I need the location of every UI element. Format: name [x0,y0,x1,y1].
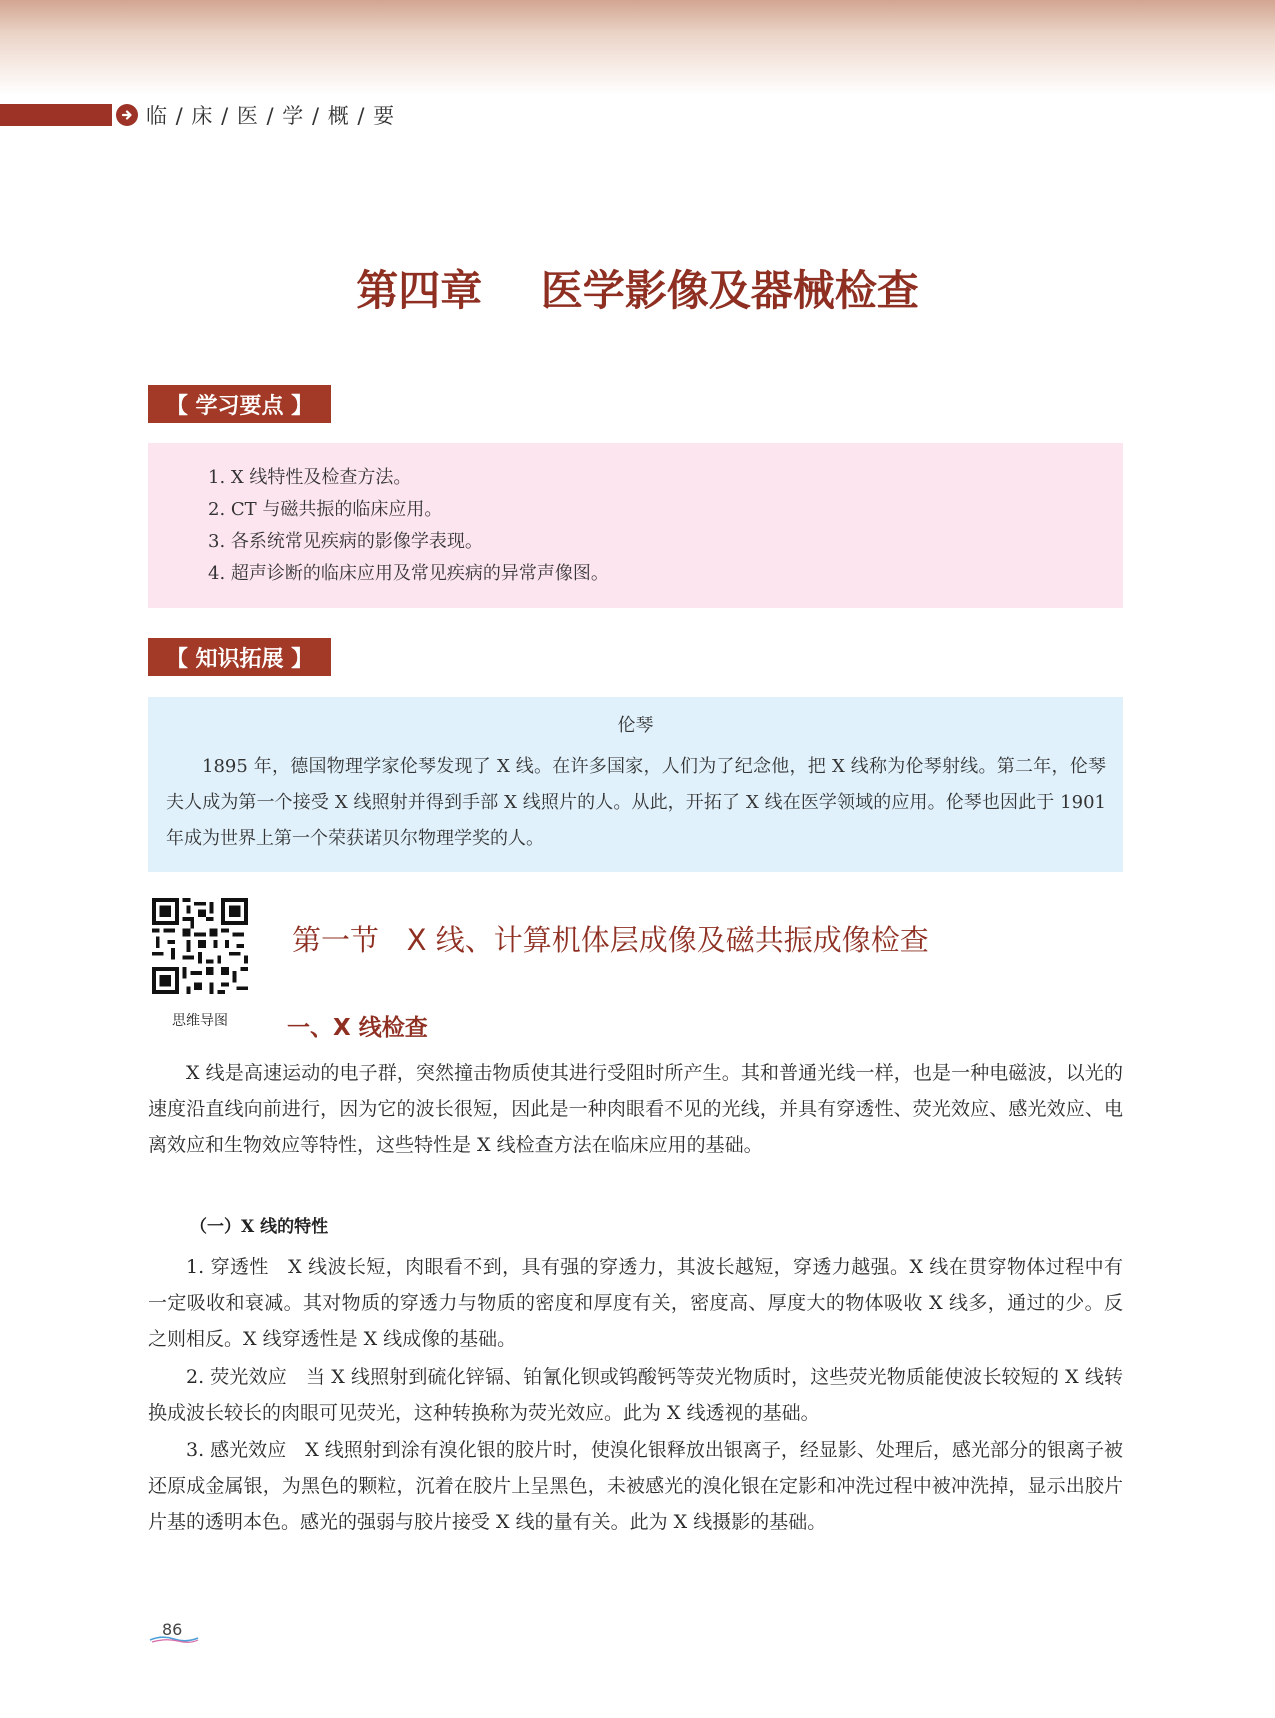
intro-paragraph: X 线是高速运动的电子群，突然撞击物质使其进行受阻时所产生。其和普通光线一样，也是一种电磁波，以光的速度沿直线向前进行，因为它的波长很短，因此是一种肉眼看不见的光线，并具有穿透性、荧光效应、感光效应、电离效应和生物效应等特性，这些特性是 X 线检查方法在临床应用的基础。 [148,1062,1123,1156]
knowledge-extension-box [148,697,1123,872]
section-title: 第一节 X 线、计算机体层成像及磁共振成像检查 [292,923,929,957]
key-points-box [148,443,1123,608]
key-point-item: 1. X 线特性及检查方法。 [208,467,412,488]
top-decorative-band [0,0,1275,95]
header-color-bar [0,104,112,126]
body-paragraph: 1. 穿透性 X 线波长短，肉眼看不到，具有强的穿透力，其波长越短，穿透力越强。X 线在贯穿物体过程中有一定吸收和衰减。其对物质的穿透力与物质的密度和厚度有关，密度高、厚度大的物体吸收 X 线多，通过的少。反之则相反。X 线穿透性是 X 线成像的基础。 [148,1256,1123,1350]
key-point-item: 2. CT 与磁共振的临床应用。 [208,499,443,520]
extension-title: 伦琴 [617,715,654,736]
qr-code-image[interactable] [152,898,248,994]
extension-body: 1895 年，德国物理学家伦琴发现了 X 线。在许多国家，人们为了纪念他，把 X 线称为伦琴射线。第二年，伦琴夫人成为第一个接受 X 线照射并得到手部 X 线照片的人。从此，开拓了 X 线在医学领域的应用。伦琴也因此于 1901 年成为世界上第一个荣获诺贝尔物理学奖的人。 [166,756,1106,849]
page-number-swoosh-icon [148,1634,200,1644]
running-header-book-title: 临 / 床 / 医 / 学 / 概 / 要 [146,104,396,128]
page-number: 86 [162,1620,183,1639]
subsection-title: 一、X 线检查 [287,1015,428,1041]
key-points-label: 【 学习要点 】 [148,385,331,423]
knowledge-extension-label: 【 知识拓展 】 [148,638,331,676]
body-paragraph: 3. 感光效应 X 线照射到涂有溴化银的胶片时，使溴化银释放出银离子，经显影、处理后，感光部分的银离子被还原成金属银，为黑色的颗粒，沉着在胶片上呈黑色，未被感光的溴化银在定影和冲洗过程中被冲洗掉，显示出胶片片基的透明本色。感光的强弱与胶片接受 X 线的量有关。此为 X 线摄影的基础。 [148,1439,1123,1533]
arrow-right-icon [116,104,138,126]
qr-code-label: 思维导图 [172,1013,228,1029]
body-paragraph: 2. 荧光效应 当 X 线照射到硫化锌镉、铂氰化钡或钨酸钙等荧光物质时，这些荧光物质能使波长较短的 X 线转换成波长较长的肉眼可见荧光，这种转换称为荧光效应。此为 X 线透视的基础。 [148,1366,1123,1424]
sub-heading: （一）X 线的特性 [190,1217,329,1237]
key-point-item: 4. 超声诊断的临床应用及常见疾病的异常声像图。 [208,563,609,584]
chapter-title: 第四章 医学影像及器械检查 [356,266,919,315]
key-point-item: 3. 各系统常见疾病的影像学表现。 [208,531,483,552]
